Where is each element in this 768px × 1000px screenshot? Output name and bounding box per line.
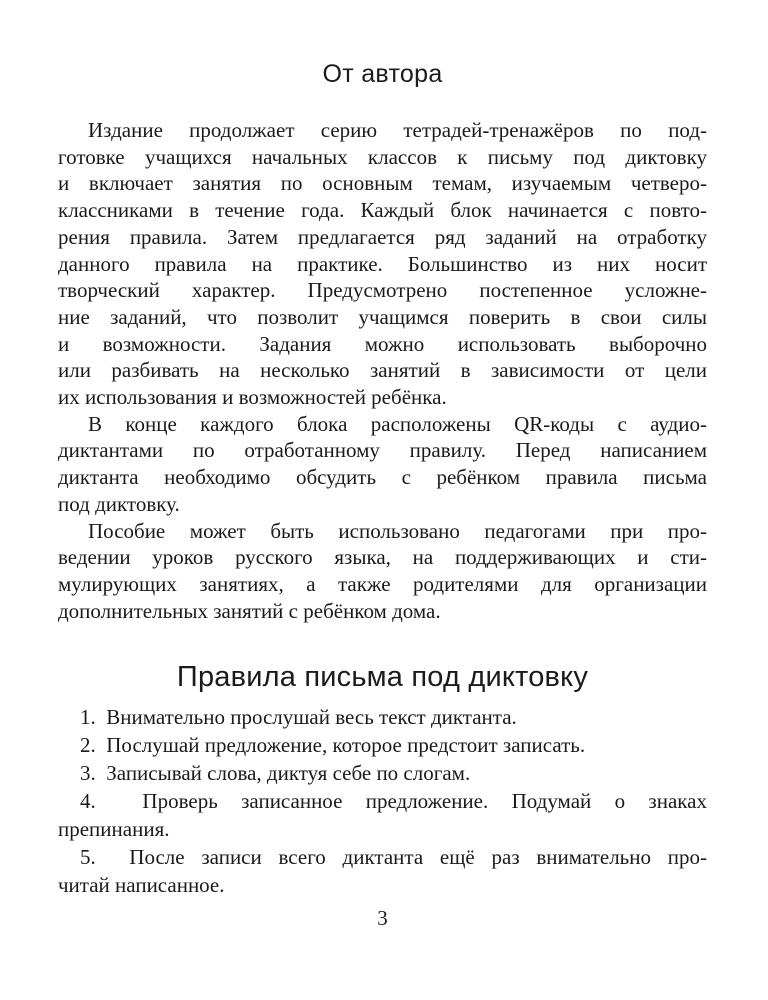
rule-item bbox=[58, 787, 707, 843]
text-line: данного правила на практике. Большинство из них носит bbox=[58, 251, 707, 276]
text-line: их использования и возможностей ребёнка. bbox=[58, 385, 447, 410]
text-line: или разбивать на несколько занятий в зависимости от цели bbox=[58, 358, 707, 383]
rules-list bbox=[58, 703, 707, 899]
text-line: 5. После записи всего диктанта ещё раз внимательно про- bbox=[80, 845, 707, 870]
text-line: 4. Проверь записанное предложение. Подумай о знаках bbox=[80, 789, 707, 814]
text-line: классниками в течение года. Каждый блок начинается с повто- bbox=[58, 198, 707, 223]
paragraph bbox=[58, 518, 707, 625]
author-paragraphs bbox=[58, 117, 707, 624]
text-line: мулирующих занятиях, а также родителями для организации bbox=[58, 571, 707, 596]
text-line: диктантами по отработанному правилу. Перед написанием bbox=[58, 438, 707, 463]
text-line: 1. Внимательно прослушай весь текст диктанта. bbox=[80, 705, 517, 730]
page-number: 3 bbox=[377, 906, 388, 931]
text-line: препинания. bbox=[58, 817, 170, 842]
text-line: ведении уроков русского языка, на поддерживающих и сти- bbox=[58, 545, 707, 570]
text-line: Пособие может быть использовано педагогами при про- bbox=[88, 518, 707, 543]
rule-item bbox=[58, 703, 707, 731]
text-line: под диктовку. bbox=[58, 491, 180, 516]
paragraph bbox=[58, 117, 707, 411]
text-line: В конце каждого блока расположены QR-коды с аудио- bbox=[88, 411, 707, 436]
rule-item bbox=[58, 759, 707, 787]
rule-item bbox=[58, 843, 707, 899]
text-line: дополнительных занятий с ребёнком дома. bbox=[58, 598, 441, 623]
page-title: От автора bbox=[322, 60, 443, 88]
text-line: 2. Послушай предложение, которое предстоит записать. bbox=[80, 733, 586, 758]
text-line: творческий характер. Предусмотрено постепенное усложне- bbox=[58, 278, 707, 303]
text-line: диктанта необходимо обсудить с ребёнком правила письма bbox=[58, 465, 707, 490]
text-line: рения правила. Затем предлагается ряд заданий на отработку bbox=[58, 224, 707, 249]
text-line: читай написанное. bbox=[58, 873, 225, 898]
text-line: ние заданий, что позволит учащимся поверить в свои силы bbox=[58, 304, 707, 329]
text-line: 3. Записывай слова, диктуя себе по слогам. bbox=[80, 761, 471, 786]
text-line: и включает занятия по основным темам, изучаемым четверо- bbox=[58, 171, 707, 196]
rule-item bbox=[58, 731, 707, 759]
text-line: Издание продолжает серию тетрадей-тренажёров по под- bbox=[88, 118, 707, 142]
paragraph bbox=[58, 411, 707, 518]
text-line: и возможности. Задания можно использовать выборочно bbox=[58, 331, 707, 356]
text-line: готовке учащихся начальных классов к письму под диктовку bbox=[58, 144, 707, 169]
section-heading-rules: Правила письма под диктовку bbox=[176, 661, 589, 694]
